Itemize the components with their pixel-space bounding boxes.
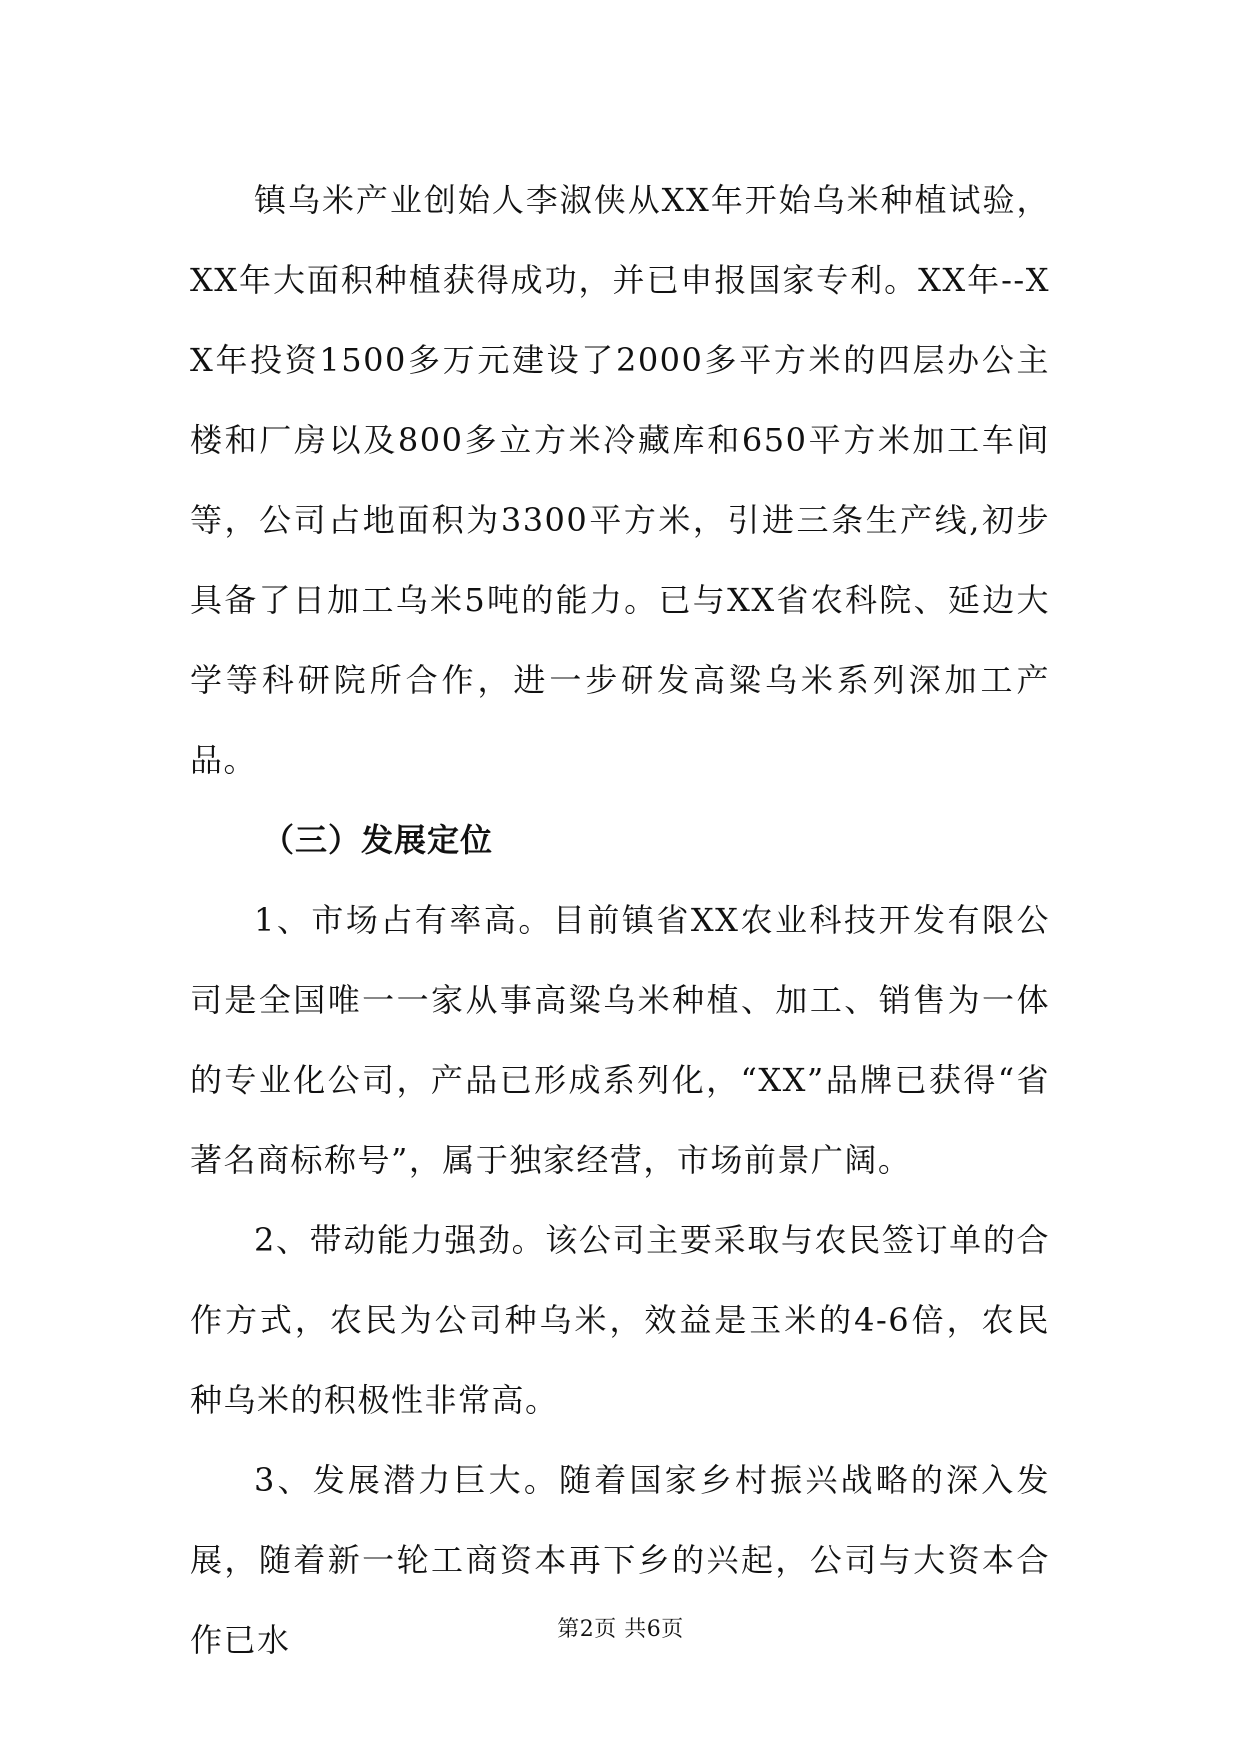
document-body — [190, 160, 1050, 1680]
intro-paragraph: 镇乌米产业创始人李淑侠从XX年开始乌米种植试验，XX年大面积种植获得成功，并已申报国家专利。XX年--XX年投资1500多万元建设了2000多平方米的四层办公主楼和厂房以及800多立方米冷藏库和650平方米加工车间等，公司占地面积为3300平方米，引进三条生产线,初步具备了日加工乌米5吨的能力。已与XX省农科院、延边大学等科研院所合作，进一步研发高粱乌米系列深加工产品。 — [190, 181, 1050, 779]
page-number-footer: 第2页 共6页 — [557, 1617, 684, 1642]
point-development-potential: 3、发展潜力巨大。随着国家乡村振兴战略的深入发展，随着新一轮工商资本再下乡的兴起，公司与大资本合作已水 — [190, 1461, 1050, 1659]
section-heading: （三）发展定位 — [262, 821, 494, 859]
point-driving-ability: 2、带动能力强劲。该公司主要采取与农民签订单的合作方式，农民为公司种乌米，效益是玉米的4-6倍，农民种乌米的积极性非常高。 — [190, 1221, 1050, 1419]
point-market-share: 1、市场占有率高。目前镇省XX农业科技开发有限公司是全国唯一一家从事高粱乌米种植、加工、销售为一体的专业化公司，产品已形成系列化，“XX”品牌已获得“省著名商标称号”，属于独家经营，市场前景广阔。 — [190, 901, 1050, 1179]
